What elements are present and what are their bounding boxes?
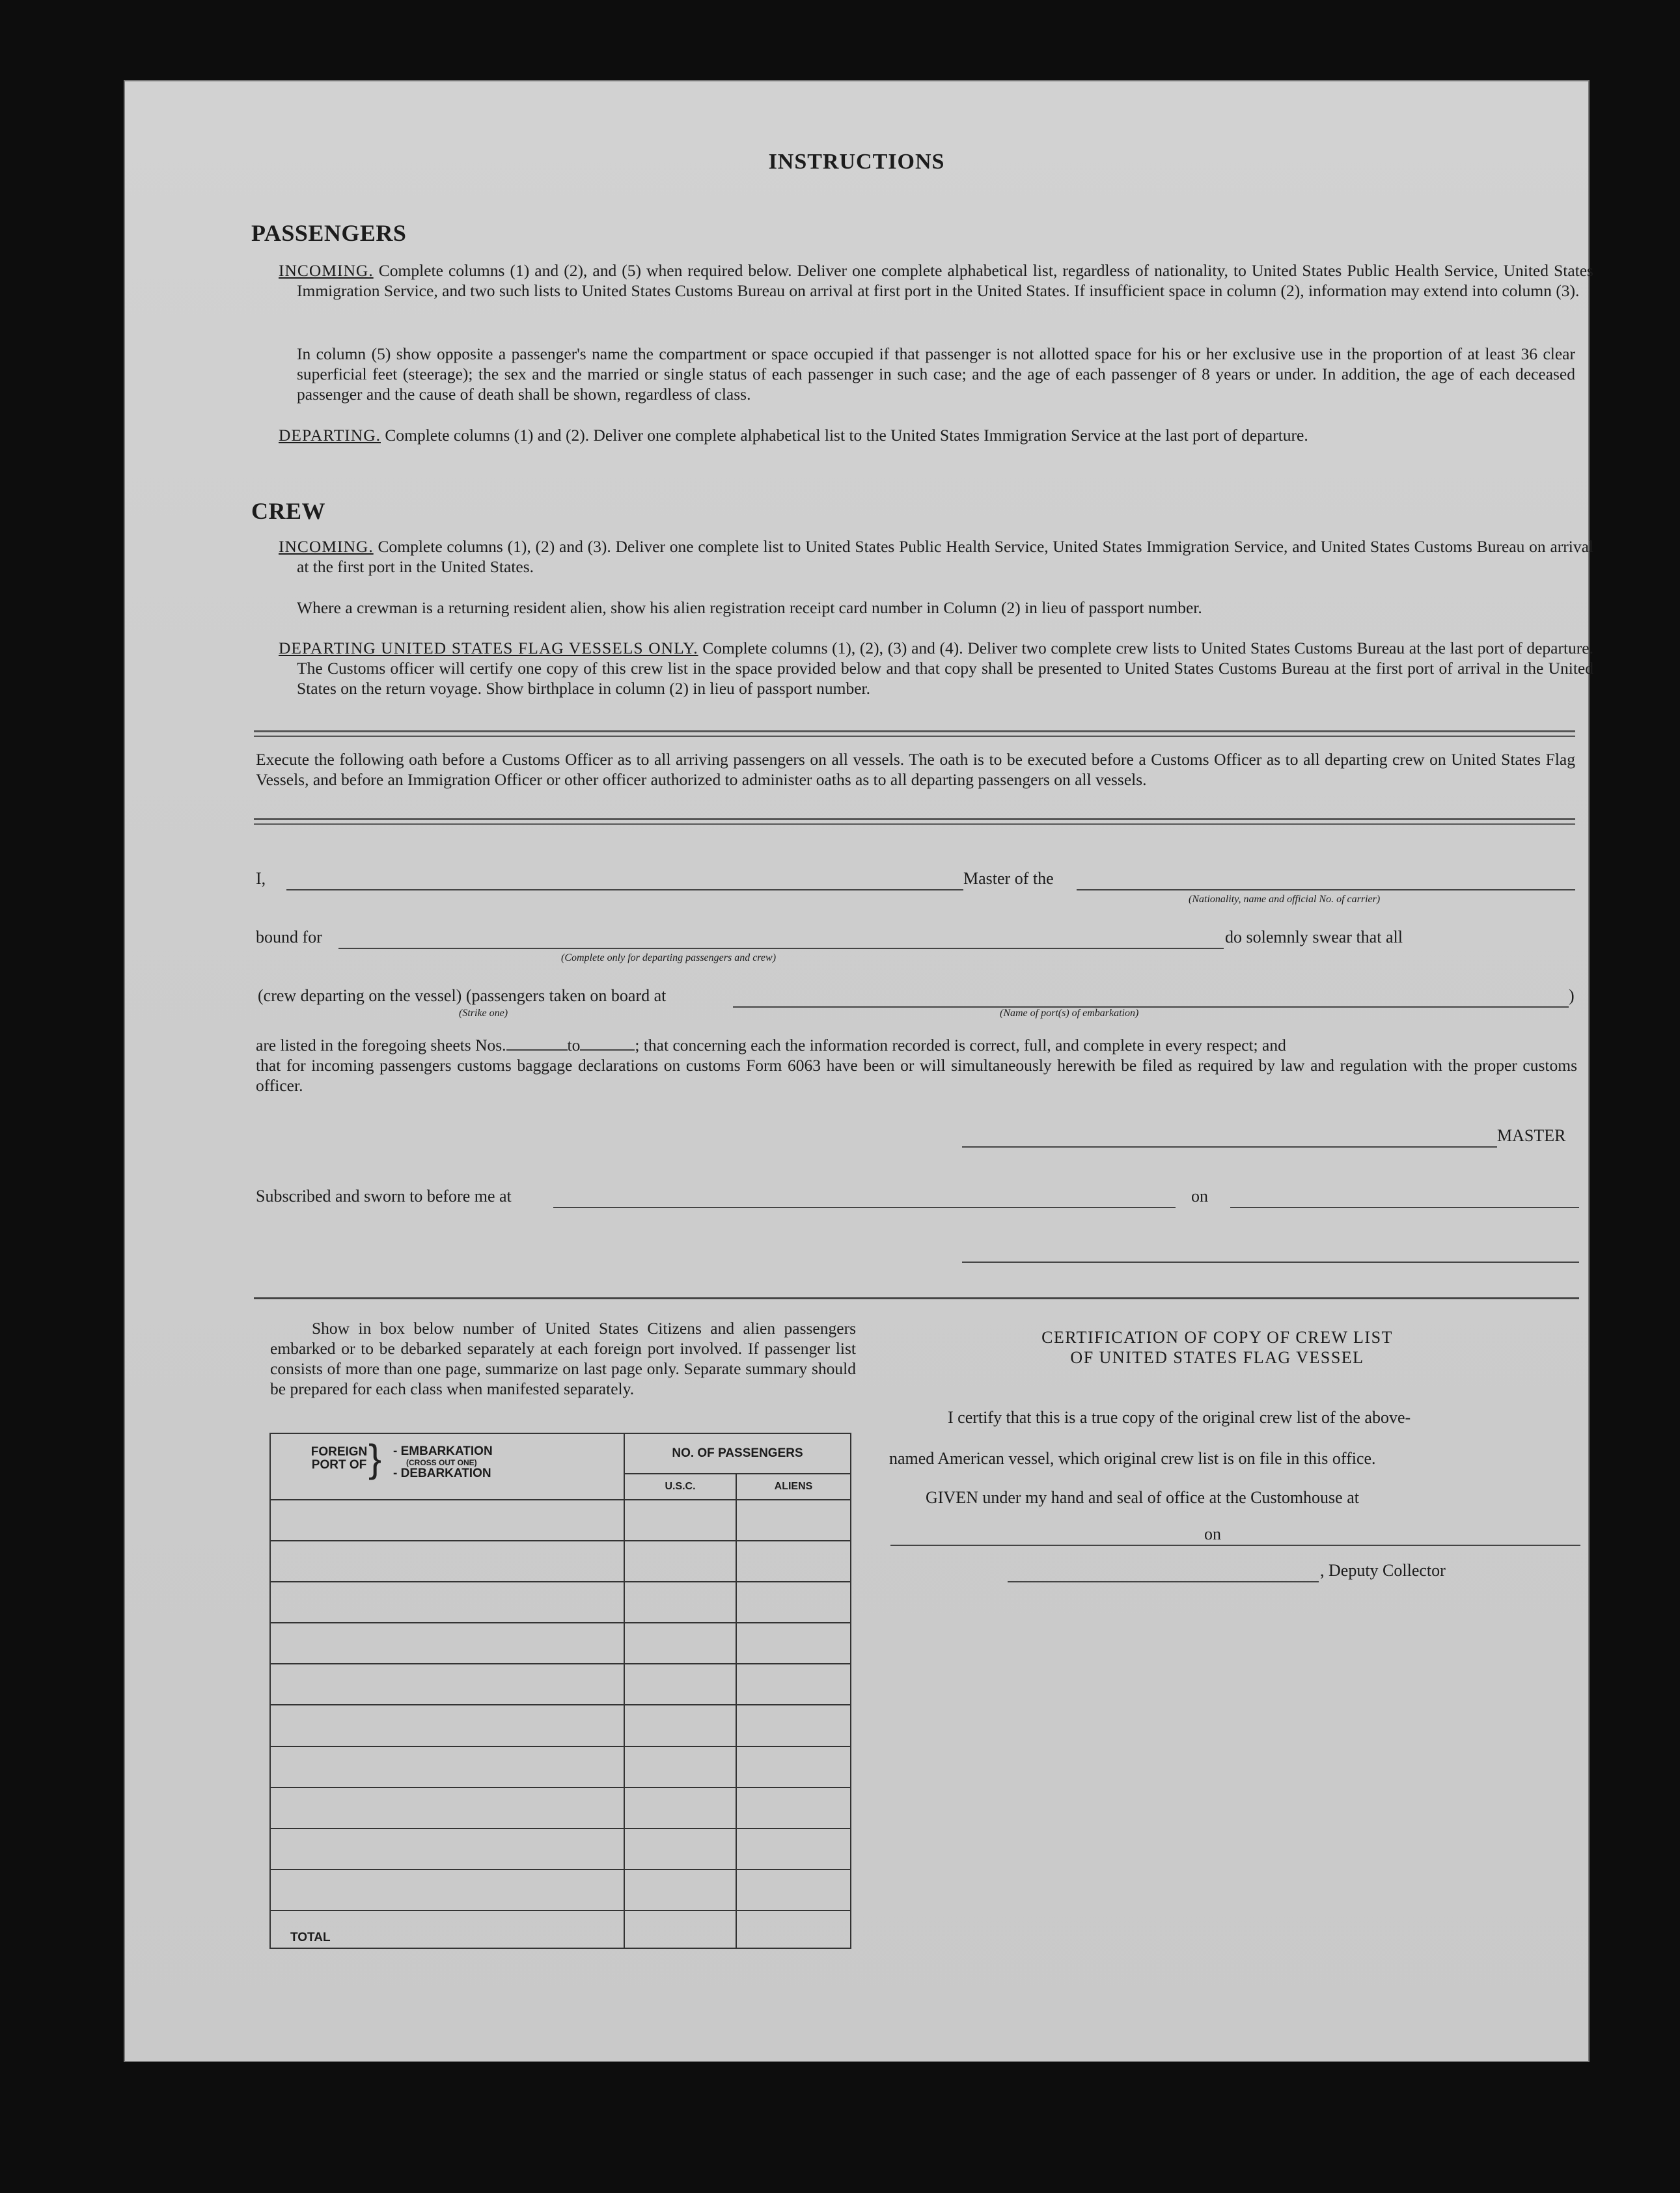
usc-cell[interactable] xyxy=(624,1582,736,1623)
close-paren: ) xyxy=(1569,986,1575,1005)
crew-departing-label: DEPARTING UNITED STATES FLAG VESSELS ONLY. xyxy=(279,639,698,657)
table-row[interactable] xyxy=(270,1787,851,1828)
passengers-departing-label: DEPARTING. xyxy=(279,426,381,445)
port-cell[interactable] xyxy=(270,1705,624,1746)
table-row[interactable] xyxy=(270,1869,851,1910)
officer-signature-field[interactable] xyxy=(962,1262,1579,1263)
certify-line-1: I certify that this is a true copy of the original crew list of the above- xyxy=(948,1408,1411,1427)
table-row[interactable] xyxy=(270,1705,851,1746)
carrier-field[interactable] xyxy=(1077,889,1575,890)
certification-heading-1: CERTIFICATION OF COPY OF CREW LIST xyxy=(1041,1328,1393,1347)
oath-intro-paragraph: Execute the following oath before a Customs Officer as to all arriving passengers on all vessels. The oath is to be executed before a Customs Officer as to all departing crew on United States Flag Vessels, and before an Immigration Officer or other officer authorized to administer oaths as to all departing passengers on all vessels. xyxy=(256,750,1575,789)
certification-on-label: on xyxy=(1204,1524,1221,1543)
divider-rule xyxy=(254,1297,1579,1299)
table-row[interactable] xyxy=(270,1664,851,1705)
deputy-collector-label: , Deputy Collector xyxy=(1320,1561,1446,1580)
passengers-incoming-text: Complete columns (1) and (2), and (5) when required below. Deliver one complete alphabetical list, regardless of nationality, to United States Public Health Service, United States Immigration Service, and two such lists to United States Customs Bureau on arrival at first port in the United States. If insufficient space in column (2), information may extend into column (3). xyxy=(297,261,1593,300)
summary-intro: Show in box below number of United States Citizens and alien passengers embarked or to be debarked separately at each foreign port involved. If passenger list consists of more than one page, summarize on last page only. Separate summary should be prepared for each class when manifested separately. xyxy=(270,1319,856,1398)
subscribed-label: Subscribed and sworn to before me at xyxy=(256,1187,512,1206)
crew-incoming-label: INCOMING. xyxy=(279,537,374,556)
departing-caption: (Complete only for departing passengers and crew) xyxy=(561,952,777,963)
page-title: INSTRUCTIONS xyxy=(768,150,945,174)
debarkation-label: - DEBARKATION xyxy=(393,1467,491,1480)
usc-cell[interactable] xyxy=(624,1705,736,1746)
passengers-column5-paragraph: In column (5) show opposite a passenger's name the compartment or space occupied if that passenger is not allotted space for his or her exclusive use in the proportion of at least 36 clear superficial feet (steerage); the sex and the married or single status of each passenger in such case; and the age of each passenger of 8 years or under. In addition, the age of each deceased passenger and the cause of death shall be shown, regardless of class. xyxy=(297,344,1575,404)
usc-cell[interactable] xyxy=(624,1787,736,1828)
subscribed-date-field[interactable] xyxy=(1230,1207,1579,1208)
subscribed-place-field[interactable] xyxy=(553,1207,1176,1208)
aliens-cell[interactable] xyxy=(736,1869,851,1910)
aliens-cell[interactable] xyxy=(736,1746,851,1787)
certification-heading-2: OF UNITED STATES FLAG VESSEL xyxy=(1070,1348,1364,1367)
sheet-from-field[interactable] xyxy=(506,1049,568,1051)
document-page xyxy=(124,80,1593,2062)
master-label: MASTER xyxy=(1497,1126,1566,1145)
given-line: GIVEN under my hand and seal of office at the Customhouse at xyxy=(926,1488,1359,1507)
port-cell[interactable] xyxy=(270,1541,624,1582)
total-aliens-cell[interactable] xyxy=(736,1910,851,1948)
aliens-cell[interactable] xyxy=(736,1828,851,1869)
usc-cell[interactable] xyxy=(624,1623,736,1664)
port-cell[interactable] xyxy=(270,1787,624,1828)
aliens-cell[interactable] xyxy=(736,1705,851,1746)
passenger-summary-table xyxy=(269,1433,851,1949)
no-passengers-header: NO. OF PASSENGERS xyxy=(624,1433,851,1474)
subscribed-on-label: on xyxy=(1191,1187,1208,1206)
deputy-signature-field[interactable] xyxy=(1008,1581,1319,1582)
aliens-cell[interactable] xyxy=(736,1664,851,1705)
strike-one-caption: (Strike one) xyxy=(459,1008,508,1019)
crew-heading: CREW xyxy=(251,498,326,524)
table-row[interactable] xyxy=(270,1746,851,1787)
usc-cell[interactable] xyxy=(624,1746,736,1787)
bound-for-label: bound for xyxy=(256,928,322,946)
port-cell[interactable] xyxy=(270,1623,624,1664)
listed-rest-paragraph: that for incoming passengers customs baggage declarations on customs Form 6063 have been or will simultaneously herewith be filed as required by law and regulation with the proper customs officer. xyxy=(256,1056,1577,1095)
aliens-cell[interactable] xyxy=(736,1500,851,1541)
sheet-to-field[interactable] xyxy=(580,1049,635,1051)
crew-departing-paragraph xyxy=(279,638,1593,698)
table-row[interactable] xyxy=(270,1500,851,1541)
port-cell[interactable] xyxy=(270,1500,624,1541)
crew-passengers-text: (crew departing on the vessel) (passengers taken on board at xyxy=(258,986,667,1005)
port-cell[interactable] xyxy=(270,1828,624,1869)
table-row[interactable] xyxy=(270,1623,851,1664)
listed-line xyxy=(256,1035,1577,1055)
usc-cell[interactable] xyxy=(624,1828,736,1869)
master-signature-field[interactable] xyxy=(962,1146,1497,1148)
certify-line-2: named American vessel, which original crew list is on file in this office. xyxy=(889,1449,1376,1468)
port-cell[interactable] xyxy=(270,1582,624,1623)
divider-rule xyxy=(254,818,1575,825)
listed-text-b: ; that concerning each the information recorded is correct, full, and complete in every respect; and xyxy=(635,1036,1286,1055)
oath-i-label: I, xyxy=(256,869,266,888)
foreign-port-header xyxy=(270,1433,624,1500)
usc-cell[interactable] xyxy=(624,1664,736,1705)
embarkation-port-field[interactable] xyxy=(733,1006,1569,1008)
passengers-departing-paragraph xyxy=(279,425,1593,445)
usc-header: U.S.C. xyxy=(624,1474,736,1500)
table-row[interactable] xyxy=(270,1828,851,1869)
embarkation-label: - EMBARKATION xyxy=(393,1444,493,1458)
usc-cell[interactable] xyxy=(624,1500,736,1541)
usc-cell[interactable] xyxy=(624,1869,736,1910)
crew-incoming-text: Complete columns (1), (2) and (3). Deliver one complete list to United States Public Health Service, United States Immigration Service, and United States Customs Bureau on arrival at the first port in the United States. xyxy=(297,537,1593,576)
passengers-heading: PASSENGERS xyxy=(251,220,407,246)
master-of-label: Master of the xyxy=(963,869,1054,888)
cross-out-label: (CROSS OUT ONE) xyxy=(406,1458,477,1467)
crew-departing-text: Complete columns (1), (2), (3) and (4). Deliver two complete crew lists to United States Customs Bureau at the last port of departure. The Customs officer will certify one copy of this crew list in the space provided below and that copy shall be presented to United States Customs Bureau at the first port of arrival in the United States on the return voyage. Show birthplace in column (2) in lieu of passport number. xyxy=(297,639,1593,698)
port-cell[interactable] xyxy=(270,1664,624,1705)
aliens-header: ALIENS xyxy=(736,1474,851,1500)
port-caption: (Name of port(s) of embarkation) xyxy=(1000,1008,1139,1019)
listed-text-a: are listed in the foregoing sheets Nos. xyxy=(256,1036,506,1055)
passengers-incoming-label: INCOMING. xyxy=(279,261,374,280)
port-cell[interactable] xyxy=(270,1746,624,1787)
total-usc-cell[interactable] xyxy=(624,1910,736,1948)
passengers-departing-text: Complete columns (1) and (2). Deliver one complete alphabetical list to the United States Immigration Service at the last port of departure. xyxy=(381,426,1308,445)
aliens-cell[interactable] xyxy=(736,1582,851,1623)
master-name-field[interactable] xyxy=(286,889,963,890)
bound-for-field[interactable] xyxy=(338,948,1224,949)
table-row[interactable] xyxy=(270,1541,851,1582)
listed-to: to xyxy=(567,1036,581,1055)
divider-rule xyxy=(254,730,1575,737)
crew-incoming-paragraph xyxy=(279,536,1593,577)
foreign-port-label: FOREIGN PORT OF xyxy=(310,1445,368,1472)
total-row xyxy=(270,1910,851,1948)
crew-resident-paragraph: Where a crewman is a returning resident alien, show his alien registration receipt card number in Column (2) in lieu of passport number. xyxy=(297,598,1202,617)
aliens-cell[interactable] xyxy=(736,1787,851,1828)
aliens-cell[interactable] xyxy=(736,1541,851,1582)
passengers-incoming-paragraph xyxy=(279,260,1593,301)
table-row[interactable] xyxy=(270,1582,851,1623)
aliens-cell[interactable] xyxy=(736,1623,851,1664)
usc-cell[interactable] xyxy=(624,1541,736,1582)
carrier-caption: (Nationality, name and official No. of carrier) xyxy=(1189,894,1381,905)
port-cell[interactable] xyxy=(270,1869,624,1910)
certification-date-field[interactable] xyxy=(1234,1545,1580,1546)
solemnly-swear-text: do solemnly swear that all xyxy=(1225,928,1403,946)
total-label: TOTAL xyxy=(270,1910,624,1948)
brace-icon: } xyxy=(368,1437,382,1480)
